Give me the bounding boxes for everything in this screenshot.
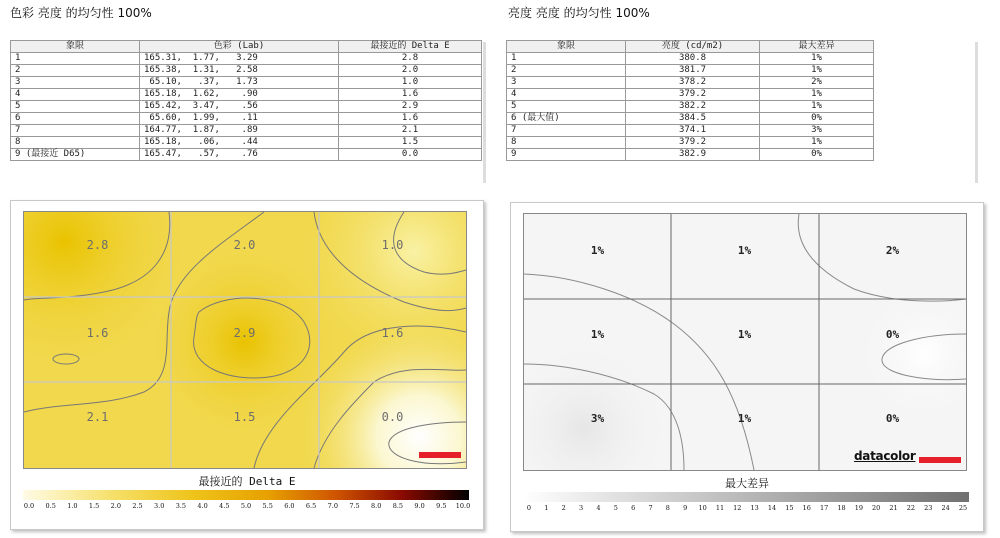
- legend-tick-label: 7.5: [349, 502, 360, 510]
- datacolor-logo-text: datacolor: [854, 449, 916, 463]
- table-cell: 2.1: [339, 125, 482, 137]
- legend-tick-label: 23: [924, 504, 933, 512]
- legend-tick-label: 4.0: [197, 502, 208, 510]
- table-row: [11, 89, 482, 101]
- legend-tick-label: 0.5: [45, 502, 56, 510]
- legend-tick-label: 12: [733, 504, 742, 512]
- table-cell: 0%: [760, 149, 874, 161]
- heatmap-cell-label: 2.0: [233, 238, 256, 252]
- legend-tick-label: 1.0: [67, 502, 78, 510]
- table-cell: 65.60, 1.99, .11: [140, 113, 339, 125]
- table-row: [507, 53, 874, 65]
- table-cell: 165.18, 1.62, .90: [140, 89, 339, 101]
- table-cell: 2: [507, 65, 626, 77]
- table-row: [11, 149, 482, 161]
- legend-tick-label: 20: [872, 504, 881, 512]
- table-row: [507, 149, 874, 161]
- legend-tick-label: 5.5: [262, 502, 273, 510]
- luminance-uniformity-heatmap-panel: [510, 202, 984, 532]
- legend-tick-label: 1.5: [88, 502, 100, 510]
- right-report-title: 亮度 亮度 的均匀性 100%: [508, 6, 650, 20]
- table-cell: 382.2: [626, 101, 760, 113]
- legend-tick-label: 9.0: [414, 502, 425, 510]
- max-diff-gray-scale: [523, 492, 969, 502]
- table-row: [11, 137, 482, 149]
- table-cell: 4: [507, 89, 626, 101]
- table-cell: 9: [507, 149, 626, 161]
- legend-tick-label: 6.0: [284, 502, 295, 510]
- table-cell: 1%: [760, 89, 874, 101]
- table-cell: 6: [11, 113, 140, 125]
- table-cell: 165.31, 1.77, 3.29: [140, 53, 339, 65]
- table-cell: 8: [11, 137, 140, 149]
- brand-color-bar: [919, 457, 961, 463]
- legend-tick-label: 11: [715, 504, 725, 512]
- legend-tick-label: 3.0: [154, 502, 165, 510]
- legend-tick-label: 15: [785, 504, 794, 512]
- table-cell: 1%: [760, 101, 874, 113]
- table-cell: 380.8: [626, 53, 760, 65]
- max-diff-legend-title: 最大差异: [725, 477, 769, 490]
- table-cell: 378.2: [626, 77, 760, 89]
- table-cell: 165.18, .06, .44: [140, 137, 339, 149]
- table-cell: 3: [11, 77, 140, 89]
- table-cell: 6 (最大值): [507, 113, 626, 125]
- table-cell: 164.77, 1.87, .89: [140, 125, 339, 137]
- legend-tick-label: 25: [958, 504, 968, 512]
- table-cell: 0.0: [339, 149, 482, 161]
- table-row: [11, 65, 482, 77]
- table-cell: 1.6: [339, 113, 482, 125]
- legend-tick-label: 8.0: [371, 502, 382, 510]
- table-cell: 1%: [760, 137, 874, 149]
- table-row: [507, 125, 874, 137]
- heatmap-cell-label: 3%: [590, 412, 605, 425]
- table-row: [11, 101, 482, 113]
- heatmap-cell-label: 1%: [737, 412, 752, 425]
- heatmap-cell-label: 1%: [590, 244, 605, 257]
- table-cell: 0%: [760, 113, 874, 125]
- table-cell: 5: [11, 101, 140, 113]
- table-row: [11, 77, 482, 89]
- luminance-uniformity-heatmap: [523, 213, 967, 471]
- table-cell: 165.42, 3.47, .56: [140, 101, 339, 113]
- table-cell: 65.10, .37, 1.73: [140, 77, 339, 89]
- legend-tick-label: 8.5: [392, 502, 404, 510]
- table-cell: 379.2: [626, 89, 760, 101]
- table-cell: 165.47, .57, .76: [140, 149, 339, 161]
- table-row: [11, 113, 482, 125]
- table-cell: 1: [11, 53, 140, 65]
- table-cell: 1.5: [339, 137, 482, 149]
- table-shadow: [975, 42, 978, 183]
- legend-tick-label: 22: [906, 504, 916, 512]
- heatmap-cell-label: 0.0: [381, 410, 404, 424]
- luminance-uniformity-table: [506, 40, 874, 161]
- table-cell: 165.38, 1.31, 2.58: [140, 65, 339, 77]
- legend-tick-label: 1: [544, 504, 549, 512]
- table-cell: 379.2: [626, 137, 760, 149]
- table-cell: 1%: [760, 53, 874, 65]
- delta-e-color-scale: [23, 490, 469, 500]
- legend-tick-label: 5.0: [240, 502, 252, 510]
- heatmap-cell-label: 0%: [885, 328, 900, 341]
- table-row: [507, 65, 874, 77]
- legend-tick-label: 9.5: [436, 502, 447, 510]
- legend-tick-label: 16: [802, 504, 811, 512]
- col-header-delta-e: 最接近的 Delta E: [339, 41, 482, 53]
- table-cell: 1.6: [339, 89, 482, 101]
- max-diff-legend-ticks: [523, 504, 969, 516]
- legend-tick-label: 13: [750, 504, 759, 512]
- col-header-quadrant: 象限: [11, 41, 140, 53]
- table-row: [11, 125, 482, 137]
- legend-tick-label: 10.0: [455, 502, 471, 510]
- heatmap-cell-label: 1.6: [86, 326, 109, 340]
- table-cell: 7: [507, 125, 626, 137]
- table-cell: 381.7: [626, 65, 760, 77]
- legend-tick-label: 14: [767, 504, 777, 512]
- table-cell: 9 (最接近 D65): [11, 149, 140, 161]
- heatmap-cell-label: 1.0: [381, 238, 404, 252]
- legend-tick-label: 10: [698, 504, 707, 512]
- legend-tick-label: 4.5: [219, 502, 230, 510]
- table-cell: 5: [507, 101, 626, 113]
- legend-tick-label: 7.0: [327, 502, 338, 510]
- table-cell: 2: [11, 65, 140, 77]
- heatmap-cell-label: 1%: [590, 328, 605, 341]
- legend-tick-label: 9: [683, 504, 688, 512]
- table-row: [11, 53, 482, 65]
- table-cell: 8: [507, 137, 626, 149]
- table-row: [507, 113, 874, 125]
- table-cell: 1%: [760, 65, 874, 77]
- legend-tick-label: 18: [837, 504, 846, 512]
- brand-color-bar: [419, 452, 461, 458]
- legend-tick-label: 5: [613, 504, 618, 512]
- legend-tick-label: 3.5: [175, 502, 187, 510]
- legend-tick-label: 17: [819, 504, 829, 512]
- color-uniformity-table: [10, 40, 482, 161]
- table-row: [507, 77, 874, 89]
- heatmap-cell-label: 2.8: [86, 238, 109, 252]
- color-uniformity-heatmap: [23, 211, 467, 469]
- legend-tick-label: 2: [561, 504, 566, 512]
- legend-tick-label: 7: [648, 504, 653, 512]
- heatmap-cell-label: 1.6: [381, 326, 404, 340]
- table-cell: 382.9: [626, 149, 760, 161]
- col-header-max-diff: 最大差异: [760, 41, 874, 53]
- col-header-color-lab: 色彩 (Lab): [140, 41, 339, 53]
- table-cell: 384.5: [626, 113, 760, 125]
- legend-tick-label: 2.0: [110, 502, 121, 510]
- heatmap-cell-label: 0%: [885, 412, 900, 425]
- table-cell: 1.0: [339, 77, 482, 89]
- table-cell: 1: [507, 53, 626, 65]
- col-header-quadrant: 象限: [507, 41, 626, 53]
- heatmap-cell-label: 1%: [737, 244, 752, 257]
- table-cell: 2.0: [339, 65, 482, 77]
- legend-tick-label: 6: [631, 504, 636, 512]
- heatmap-cell-label: 2.9: [233, 326, 256, 340]
- legend-tick-label: 0.0: [23, 502, 35, 510]
- heatmap-cell-label: 1%: [737, 328, 752, 341]
- legend-tick-label: 3: [579, 504, 584, 512]
- legend-tick-label: 8: [665, 504, 670, 512]
- col-header-luminance: 亮度 (cd/m2): [626, 41, 760, 53]
- heatmap-cell-label: 1.5: [233, 410, 256, 424]
- legend-tick-label: 2.5: [132, 502, 143, 510]
- table-row: [507, 137, 874, 149]
- heatmap-cell-label: 2%: [885, 244, 900, 257]
- table-row: [507, 101, 874, 113]
- table-cell: 3: [507, 77, 626, 89]
- legend-tick-label: 19: [854, 504, 863, 512]
- legend-tick-label: 6.5: [305, 502, 317, 510]
- table-cell: 7: [11, 125, 140, 137]
- table-shadow: [483, 42, 486, 183]
- table-cell: 374.1: [626, 125, 760, 137]
- table-cell: 3%: [760, 125, 874, 137]
- color-uniformity-heatmap-panel: [10, 200, 484, 530]
- table-cell: 2.9: [339, 101, 482, 113]
- heatmap-cell-label: 2.1: [86, 410, 109, 424]
- table-cell: 4: [11, 89, 140, 101]
- delta-e-legend-title: 最接近的 Delta E: [198, 475, 296, 488]
- legend-tick-label: 4: [596, 504, 601, 512]
- legend-tick-label: 24: [941, 504, 950, 512]
- table-cell: 2%: [760, 77, 874, 89]
- left-report-title: 色彩 亮度 的均匀性 100%: [10, 6, 152, 20]
- legend-tick-label: 21: [889, 504, 898, 512]
- table-row: [507, 89, 874, 101]
- legend-tick-label: 0: [526, 504, 532, 512]
- table-cell: 2.8: [339, 53, 482, 65]
- delta-e-legend-ticks: [23, 502, 469, 514]
